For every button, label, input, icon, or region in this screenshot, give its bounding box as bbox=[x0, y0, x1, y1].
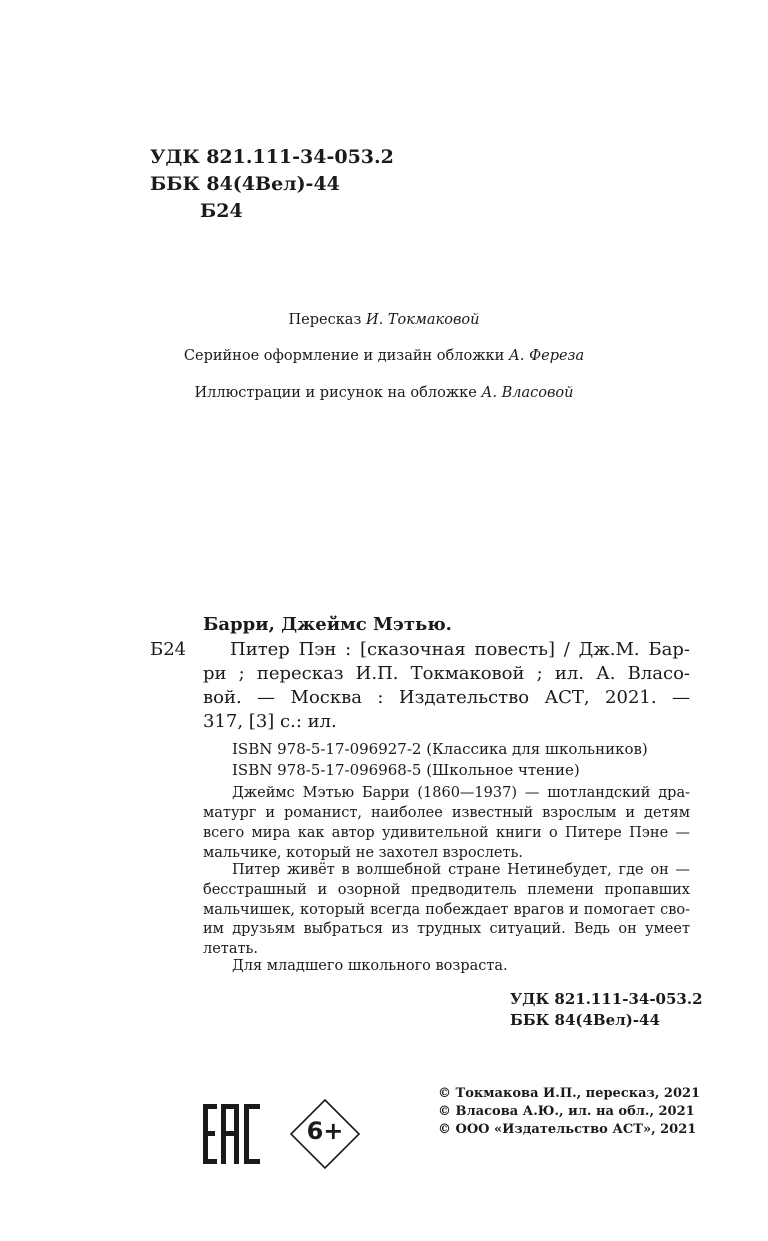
annotation-line: мальчике, который не захотел взрослеть. bbox=[203, 845, 524, 861]
footer-udk-code: УДК 821.111-34-053.2 bbox=[510, 990, 703, 1008]
catalog-line: Питер Пэн : [сказочная повесть] / Дж.М. Бар- bbox=[230, 639, 690, 660]
eac-mark-icon bbox=[200, 1102, 264, 1166]
footer-bbk-code: ББК 84(4Вел)-44 bbox=[510, 1011, 660, 1029]
annotation-line: им друзьям выбраться из трудных ситуаций. Ведь он умеет bbox=[203, 921, 690, 937]
credit-retelling: Пересказ И. Токмаковой bbox=[288, 312, 480, 328]
isbn-line: ISBN 978-5-17-096968-5 (Школьное чтение) bbox=[232, 761, 580, 779]
catalog-line: 317, [3] с.: ил. bbox=[203, 711, 337, 732]
credit-illustrations: Иллюстрации и рисунок на обложке А. Власовой bbox=[194, 385, 574, 401]
credit-retelling-name: И. Токмаковой bbox=[365, 312, 480, 328]
copyright-line: © ООО «Издательство АСТ», 2021 bbox=[438, 1122, 697, 1137]
annotation-line: мальчишек, который всегда побеждает врагов и помогает сво- bbox=[203, 902, 690, 918]
annotation-line: всего мира как автор удивительной книги о Питере Пэне — bbox=[203, 825, 690, 841]
copyright-line: © Токмакова И.П., пересказ, 2021 bbox=[438, 1086, 701, 1101]
catalog-line: вой. — Москва : Издательство АСТ, 2021. — bbox=[203, 687, 690, 708]
catalog-author: Барри, Джеймс Мэтью. bbox=[203, 614, 452, 635]
credit-illustrations-name: А. Власовой bbox=[481, 385, 574, 401]
udk-code: УДК 821.111-34-053.2 bbox=[150, 146, 394, 168]
author-sign: Б24 bbox=[200, 200, 243, 222]
annotation-line: Для младшего школьного возраста. bbox=[232, 958, 508, 974]
annotation-line: бесстрашный и озорной предводитель племени пропавших bbox=[203, 882, 690, 898]
bbk-code: ББК 84(4Вел)-44 bbox=[150, 173, 340, 195]
annotation-line: Джеймс Мэтью Барри (1860—1937) — шотландский дра- bbox=[232, 785, 690, 801]
credit-design: Серийное оформление и дизайн обложки А. Фереза bbox=[183, 348, 585, 364]
catalog-sign: Б24 bbox=[150, 639, 187, 660]
catalog-line: ри ; пересказ И.П. Токмаковой ; ил. А. Власо- bbox=[203, 663, 690, 684]
annotation-line: матург и романист, наиболее известный взрослым и детям bbox=[203, 805, 690, 821]
credit-design-name: А. Фереза bbox=[508, 348, 585, 364]
isbn-line: ISBN 978-5-17-096927-2 (Классика для школьников) bbox=[232, 740, 648, 758]
age-rating-text: 6+ bbox=[306, 1117, 344, 1145]
copyright-line: © Власова А.Ю., ил. на обл., 2021 bbox=[438, 1104, 695, 1119]
annotation-line: Питер живёт в волшебной стране Нетинебудет, где он — bbox=[232, 862, 690, 878]
annotation-line: летать. bbox=[203, 941, 258, 957]
